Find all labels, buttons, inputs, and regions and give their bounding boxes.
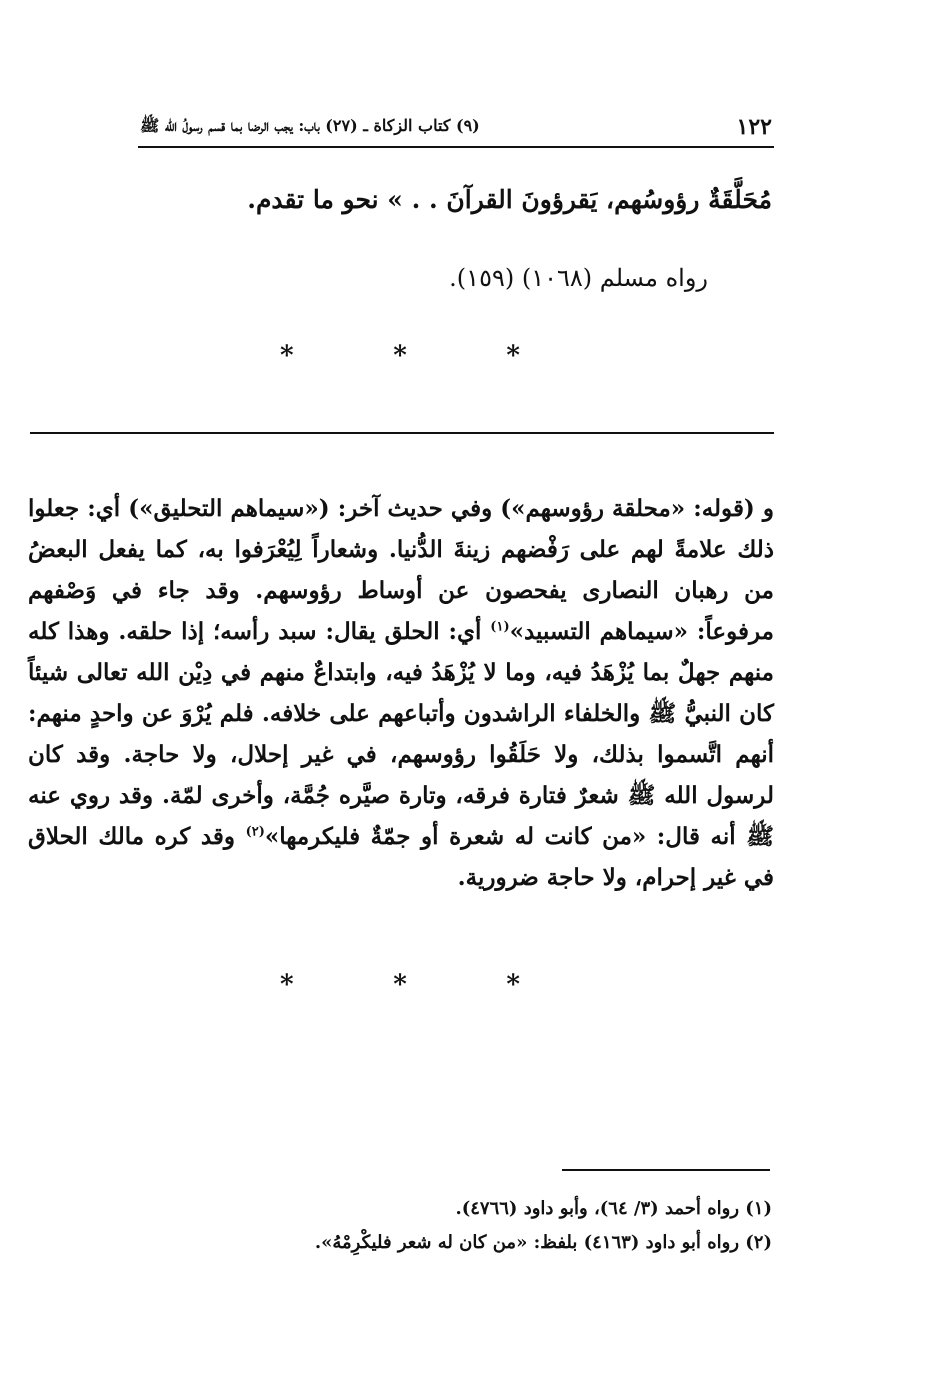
hadith-source: رواه مسلم (١٠٦٨) (١٥٩). [449, 264, 708, 292]
star-divider [280, 341, 520, 371]
header-rule [138, 146, 774, 148]
commentary-paragraph [28, 488, 774, 898]
commentary-text-2: أي: الحلق يقال: سبد رأسه؛ إذا حلقه. وهذا كله منهم جهلٌ بما يُزْهَدُ فيه، وما لا يُزْهَدُ فيه، وابتداعٌ منهم في دِيْن الله تعالى شيئاً كان النبيُّ ﷺ والخلفاء الراشدون وأتباعهم على خلافه. فلم يُرْوَ عن واحدٍ منهم: أنهم اتَّسموا بذلك، ولا حَلَقُوا رؤوسهم، في غير إحلال، ولا حاجة. وقد كان لرسول الله ﷺ شعرٌ فتارة فرقه، وتارة صيَّره جُمَّة، وأخرى لمّة. وقد روي عنه ﷺ أنه قال: «من كانت له شعرة أو جمّةٌ فليكرمها» [28, 618, 774, 850]
commentary-text-3: وقد كره مالك الحلاق في غير إحرام، ولا حاجة ضرورية. [28, 823, 774, 891]
star-ornament: * [506, 341, 520, 371]
star-ornament: * [506, 970, 520, 1000]
star-ornament: * [393, 341, 407, 371]
footnotes [120, 1192, 772, 1260]
page-number: ١٢٢ [736, 114, 772, 140]
star-ornament: * [393, 970, 407, 1000]
footnote-2: (٢) رواه أبو داود (٤١٦٣) بلفظ: «من كان له شعر فليكْرِمْهُ». [314, 1232, 772, 1253]
commentary-text-1: و (قوله: «محلقة رؤوسهم») وفي حديث آخر: («سيماهم التحليق») أي: جعلوا ذلك علامةً لهم على رَفْضهم زينةَ الدُّنيا. وشعاراً لِيُعْرَفوا به، كما يفعل البعضُ من رهبان النصارى يفحصون عن أوساط رؤوسهم. وقد جاء في وَصْفهم مرفوعاً: «سيماهم التسبيد» [28, 495, 774, 645]
footnote-rule [562, 1169, 770, 1171]
footnote-1: (١) رواه أحمد (٣/ ٦٤)، وأبو داود (٤٧٦٦). [455, 1198, 772, 1219]
section-rule [30, 432, 774, 434]
star-ornament: * [280, 970, 294, 1000]
running-title: (٩) كتاب الزكاة ـ (٢٧) باب: يجب الرضا بما قسم رسولُ الله ﷺ [140, 115, 480, 135]
star-ornament: * [280, 341, 294, 371]
footnote-ref-2: (٢) [245, 824, 265, 840]
star-divider-bottom [280, 970, 520, 1000]
page-header [140, 113, 772, 141]
hadith-text: مُحَلَّقَةٌ رؤوسُهم، يَقرؤونَ القرآنَ . . » نحو ما تقدم. [247, 185, 772, 214]
footnote-ref-1: (١) [490, 619, 510, 635]
